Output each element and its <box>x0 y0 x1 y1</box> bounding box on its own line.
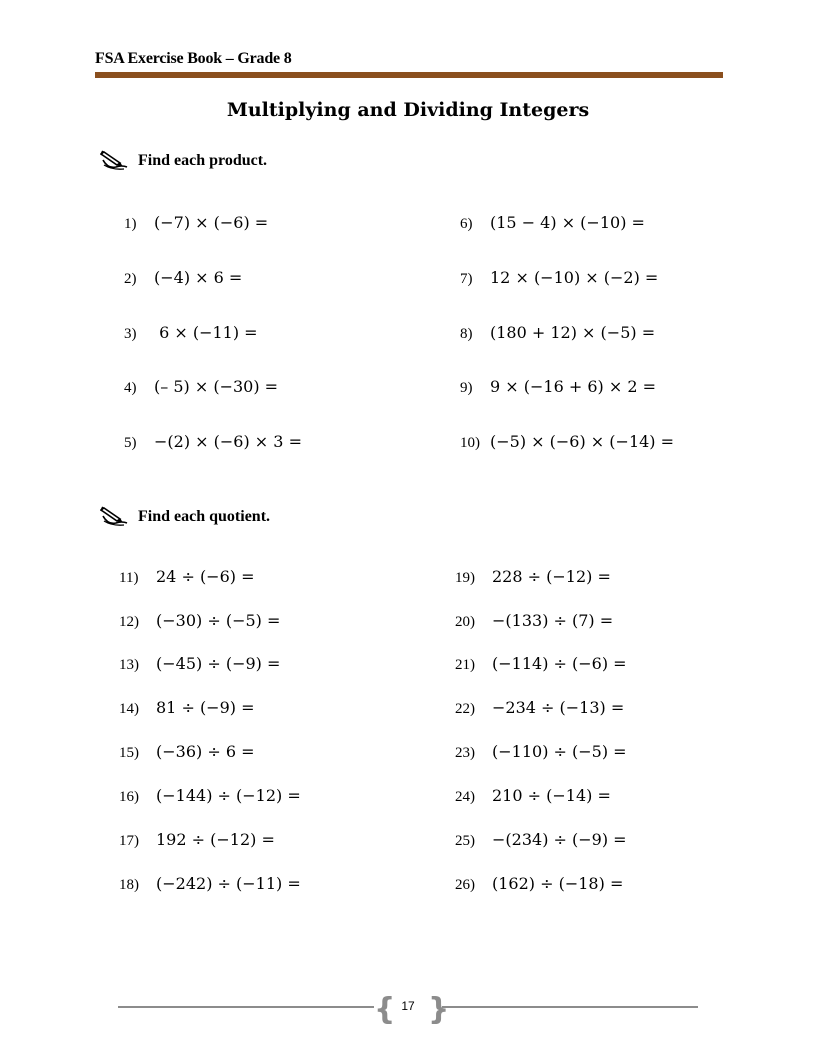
header-rule <box>95 72 723 78</box>
footer-rule-left <box>118 1006 374 1008</box>
problem-19: 19) 228 ÷ (−12) = <box>455 567 611 586</box>
problem-9: 9) 9 × (−16 + 6) × 2 = <box>460 377 657 396</box>
section-heading-products <box>100 150 267 172</box>
problem-2: 2) (−4) × 6 = <box>124 268 243 287</box>
section-heading-text: Find each product. <box>138 152 268 169</box>
problem-18: 18) (−242) ÷ (−11) = <box>119 874 301 893</box>
section-heading-quotients <box>100 506 270 528</box>
problem-26: 26) (162) ÷ (−18) = <box>455 874 624 893</box>
problem-20: 20) −(133) ÷ (7) = <box>455 611 614 630</box>
problem-10: 10) (−5) × (−6) × (−14) = <box>460 432 675 451</box>
problem-12: 12) (−30) ÷ (−5) = <box>119 611 281 630</box>
problem-25: 25) −(234) ÷ (−9) = <box>455 830 627 849</box>
problem-15: 15) (−36) ÷ 6 = <box>119 742 255 761</box>
problem-16: 16) (−144) ÷ (−12) = <box>119 786 301 805</box>
pencil-paper-icon <box>100 150 130 172</box>
problem-4: 4) (– 5) × (−30) = <box>124 377 279 396</box>
header-title: FSA Exercise Book – Grade 8 <box>95 50 292 67</box>
problem-14: 14) 81 ÷ (−9) = <box>119 698 255 717</box>
problem-11: 11) 24 ÷ (−6) = <box>119 567 255 586</box>
footer-bracket-right: } <box>428 992 450 1027</box>
page-number: 17 <box>401 999 415 1013</box>
page-title: Multiplying and Dividing Integers <box>226 99 590 121</box>
problem-5: 5) −(2) × (−6) × 3 = <box>124 432 302 451</box>
problem-13: 13) (−45) ÷ (−9) = <box>119 654 281 673</box>
footer-rule-right <box>442 1006 698 1008</box>
problem-22: 22) −234 ÷ (−13) = <box>455 698 625 717</box>
problem-8: 8) (180 + 12) × (−5) = <box>460 323 656 342</box>
footer-bracket-left: { <box>374 992 396 1027</box>
problem-21: 21) (−114) ÷ (−6) = <box>455 654 627 673</box>
problem-17: 17) 192 ÷ (−12) = <box>119 830 275 849</box>
problem-23: 23) (−110) ÷ (−5) = <box>455 742 627 761</box>
problem-3: 3) 6 × (−11) = <box>124 323 258 342</box>
pencil-paper-icon <box>100 506 130 528</box>
problem-1: 1) (−7) × (−6) = <box>124 213 269 232</box>
problem-7: 7) 12 × (−10) × (−2) = <box>460 268 659 287</box>
problem-24: 24) 210 ÷ (−14) = <box>455 786 611 805</box>
problem-6: 6) (15 − 4) × (−10) = <box>460 213 645 232</box>
section-heading-text: Find each quotient. <box>138 508 271 525</box>
